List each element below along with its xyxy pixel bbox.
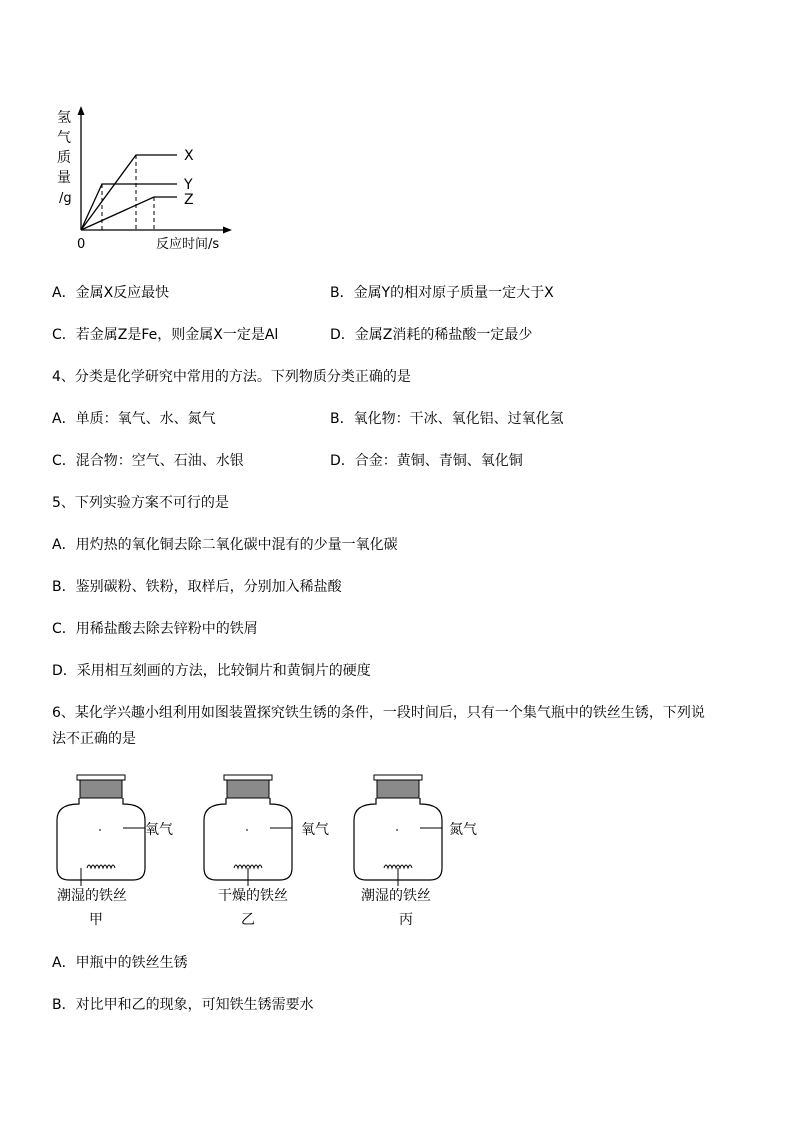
bottle-bing-name: 丙 [399,912,413,928]
curve-x [81,155,177,230]
hydrogen-mass-graph [0,0,794,270]
y-axis-arrow [78,106,85,115]
q4-option-d: D．合金：黄铜、青铜、氧化铜 [330,453,523,469]
label-y: Y [184,177,193,193]
q5-stem: 5、下列实验方案不可行的是 [52,495,229,511]
bottle-jia-wire: 潮湿的铁丝 [57,888,127,904]
bottle-jia-name: 甲 [89,912,103,928]
y-label-char-1: 氢 [57,110,71,126]
y-label-char-3: 质 [57,150,71,166]
q6-stem-line1: 6、某化学兴趣小组利用如图装置探究铁生锈的条件，一段时间后，只有一个集气瓶中的铁丝生锈，下列说 [52,705,705,721]
q4-option-c: C．混合物：空气、石油、水银 [52,453,244,469]
origin-label: 0 [77,237,86,252]
x-axis-arrow [223,227,232,234]
bottle-jia-gas: 氧气 [145,822,173,838]
bottle-bing [354,775,442,886]
q6-option-a: A．甲瓶中的铁丝生锈 [52,955,188,971]
q3-option-b: B．金属Y的相对原子质量一定大于X [330,285,554,301]
q5-option-c: C．用稀盐酸去除去锌粉中的铁屑 [52,621,258,637]
q3-option-a: A．金属X反应最快 [52,285,170,301]
label-z: Z [184,192,194,208]
q4-option-b: B．氧化物：干冰、氧化铝、过氧化氢 [330,411,564,427]
bottle-yi [204,775,292,886]
q3-option-c: C．若金属Z是Fe，则金属X一定是Al [52,327,279,343]
q5-option-a: A．用灼热的氧化铜去除二氧化碳中混有的少量一氧化碳 [52,537,398,553]
y-label-char-4: 量 [57,170,71,186]
y-label-char-2: 气 [57,130,71,146]
y-label-unit: /g [59,191,72,206]
q5-option-b: B．鉴别碳粉、铁粉，取样后，分别加入稀盐酸 [52,579,342,595]
q4-stem: 4、分类是化学研究中常用的方法。下列物质分类正确的是 [52,369,411,385]
bottle-bing-gas: 氮气 [449,822,477,838]
q3-option-d: D．金属Z消耗的稀盐酸一定最少 [330,327,533,343]
bottle-jia [57,775,145,886]
bottle-bing-wire: 潮湿的铁丝 [361,888,431,904]
q5-option-d: D．采用相互刻画的方法，比较铜片和黄铜片的硬度 [52,663,371,679]
bottle-yi-wire: 干燥的铁丝 [218,888,288,904]
q6-option-b: B．对比甲和乙的现象，可知铁生锈需要水 [52,997,314,1013]
label-x: X [184,148,194,164]
curve-z [81,197,177,230]
bottle-yi-name: 乙 [241,912,255,928]
x-label: 反应时间/s [156,237,220,252]
q4-option-a: A．单质：氧气、水、氮气 [52,411,216,427]
rust-experiment-figure [0,760,794,940]
q6-stem-line2: 法不正确的是 [52,731,136,747]
bottle-yi-gas: 氧气 [301,822,329,838]
